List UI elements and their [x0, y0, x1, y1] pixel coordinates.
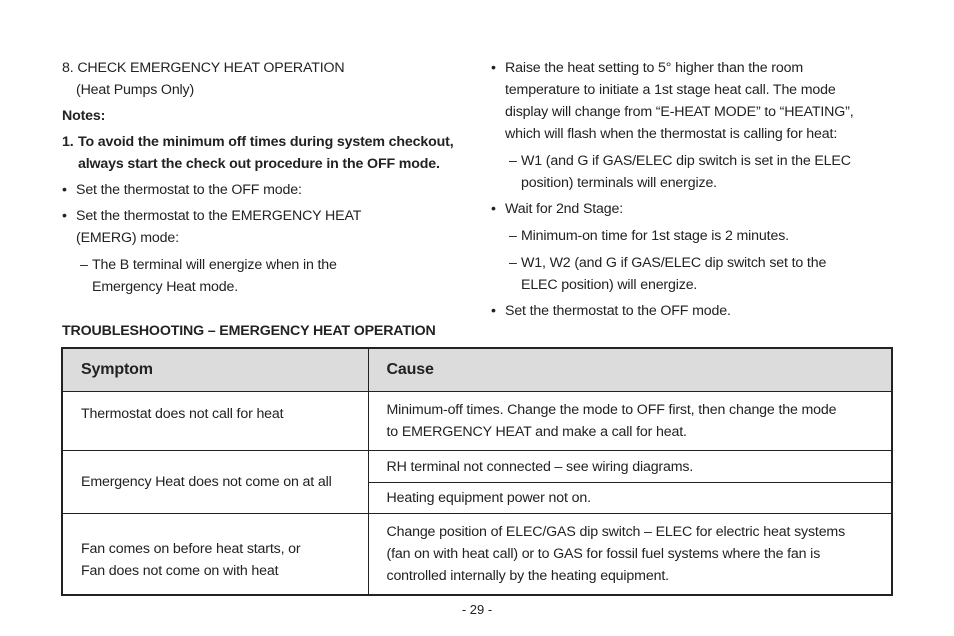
symptom-text: Emergency Heat does not come on at all — [81, 474, 332, 490]
cause-line-3: controlled internally by the heating equipment. — [386, 568, 669, 584]
bullet-set-off-text: Set the thermostat to the OFF mode: — [76, 182, 302, 198]
dash-mark: – — [509, 228, 517, 244]
step-heading: 8. CHECK EMERGENCY HEAT OPERATION — [62, 60, 345, 76]
cause-cell — [368, 483, 892, 514]
bullet-set-emergency-line-2: (EMERG) mode: — [76, 230, 179, 246]
table-row — [62, 514, 892, 596]
step-subheading: (Heat Pumps Only) — [76, 82, 195, 98]
bullet-wait-stage2 — [491, 198, 891, 220]
dash-minimum-on — [491, 225, 891, 247]
cause-line-1: Minimum-off times. Change the mode to OFF first, then change the mode — [386, 402, 837, 418]
symptom-line-2: Fan does not come on with heat — [81, 563, 279, 579]
table-row — [62, 392, 892, 451]
cause-line-2: to EMERGENCY HEAT and make a call for heat. — [386, 424, 687, 440]
bullet-raise-heat-line-3: display will change from “E-HEAT MODE” to “HEATING”, — [505, 104, 854, 120]
bullet-raise-heat-line-4: which will flash when the thermostat is calling for heat: — [505, 126, 838, 142]
dash-w1-w2-energize — [491, 252, 891, 296]
bullet-set-off-final — [491, 300, 891, 322]
section-title: TROUBLESHOOTING – EMERGENCY HEAT OPERATION — [62, 323, 436, 339]
dash-mark: – — [509, 153, 517, 169]
left-column — [62, 57, 472, 298]
dash-w1-energize — [491, 150, 891, 194]
cause-text: Heating equipment power not on. — [386, 490, 591, 506]
cause-line-2: (fan on with heat call) or to GAS for fossil fuel systems where the fan is — [386, 546, 821, 562]
dash-mark: – — [509, 255, 517, 271]
table-row — [62, 451, 892, 483]
symptom-cell — [62, 514, 368, 596]
table-header-row — [62, 348, 892, 392]
bullet-set-off-final-text: Set the thermostat to the OFF mode. — [505, 303, 731, 319]
dash-w1-line-2: position) terminals will energize. — [521, 175, 717, 191]
bullet-dot: • — [491, 303, 496, 319]
bullet-raise-heat-line-1: Raise the heat setting to 5° higher than the room — [505, 60, 804, 76]
note-1 — [62, 131, 472, 175]
cause-cell — [368, 514, 892, 596]
bullet-set-emergency-line-1: Set the thermostat to the EMERGENCY HEAT — [76, 208, 362, 224]
dash-b-terminal — [62, 254, 472, 298]
dash-w1-w2-line-1: W1, W2 (and G if GAS/ELEC dip switch set to the — [521, 255, 827, 271]
cause-cell — [368, 451, 892, 483]
dash-w1-w2-line-2: ELEC position) will energize. — [521, 277, 698, 293]
bullet-dot: • — [491, 60, 496, 76]
bullet-wait-stage2-text: Wait for 2nd Stage: — [505, 201, 624, 217]
bullet-raise-heat-line-2: temperature to initiate a 1st stage heat call. The mode — [505, 82, 836, 98]
note-1-line-2: always start the check out procedure in the OFF mode. — [78, 156, 440, 172]
header-symptom: Symptom — [62, 348, 368, 392]
dash-mark: – — [80, 257, 88, 273]
dash-w1-line-1: W1 (and G if GAS/ELEC dip switch is set in the ELEC — [521, 153, 851, 169]
header-cause: Cause — [368, 348, 892, 392]
symptom-line-1: Fan comes on before heat starts, or — [81, 541, 301, 557]
bullet-raise-heat — [491, 57, 891, 145]
note-1-line-1: To avoid the minimum off times during system checkout, — [78, 134, 454, 150]
cause-text: RH terminal not connected – see wiring diagrams. — [386, 458, 694, 475]
bullet-dot: • — [62, 182, 67, 198]
dash-b-terminal-line-2: Emergency Heat mode. — [92, 279, 239, 295]
symptom-text: Thermostat does not call for heat — [81, 406, 284, 422]
cause-line-1: Change position of ELEC/GAS dip switch – ELEC for electric heat systems — [386, 524, 846, 540]
bullet-dot: • — [62, 208, 67, 224]
dash-b-terminal-line-1: The B terminal will energize when in the — [92, 257, 337, 273]
bullet-set-emergency — [62, 205, 472, 249]
page-number: - 29 - — [461, 602, 493, 617]
troubleshooting-table — [61, 347, 893, 596]
symptom-cell — [62, 392, 368, 451]
bullet-dot: • — [491, 201, 496, 217]
cause-cell — [368, 392, 892, 451]
right-column — [491, 57, 891, 322]
symptom-cell — [62, 451, 368, 514]
notes-label: Notes: — [62, 108, 106, 124]
bullet-set-off — [62, 179, 472, 201]
dash-minimum-on-text: Minimum-on time for 1st stage is 2 minutes. — [521, 228, 789, 244]
note-1-number: 1. — [62, 134, 74, 150]
